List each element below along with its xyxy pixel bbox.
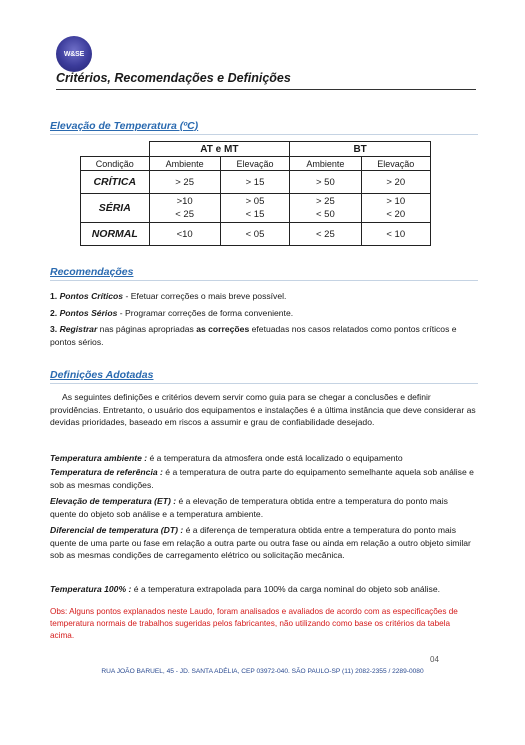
table-cell: < 25 (290, 223, 361, 246)
condition-critica: CRÍTICA (81, 171, 150, 194)
cell-line: >10 (176, 196, 193, 207)
section-divider (50, 134, 478, 135)
table-cell (361, 194, 430, 223)
cell-line: > 10 (386, 196, 406, 207)
cell-line: < 50 (315, 209, 335, 220)
header-ambiente-atmt: Ambiente (149, 157, 220, 171)
definition-text: é a elevação de temperatura obtida entre a temperatura do ponto mais quente do objeto sob análise e a temperatura ambiente. (50, 496, 448, 519)
page-number: 04 (430, 655, 439, 664)
definition-term: Temperatura 100% : (50, 584, 132, 594)
section-title-temperature: Elevação de Temperatura (ºC) (50, 120, 199, 132)
section-title-recomendacoes: Recomendações (50, 266, 134, 278)
header-ambiente-bt: Ambiente (290, 157, 361, 171)
cell-line: > 25 (315, 196, 335, 207)
document-title: Critérios, Recomendações e Definições (56, 71, 291, 85)
section-divider (50, 383, 478, 384)
recommendation-item (50, 290, 476, 303)
item-label: Registrar (59, 324, 98, 334)
table-row (81, 171, 431, 194)
intro-paragraph: As seguintes definições e critérios devem servir como guia para se chegar a conclusões e definir providências. Entretanto, o usuário dos equipamentos e instalações é a última instância que deve considerar as devidas prioridades, baseado em riscos a assumir e grau de confiabilidade desejado. (50, 392, 476, 428)
item-number: 3. (50, 324, 58, 334)
table-cell: < 10 (361, 223, 430, 246)
cell-line: < 15 (245, 209, 265, 220)
table-row (81, 194, 431, 223)
definition-text: é a diferença de temperatura obtida entre a temperatura do ponto mais quente de uma parte ou fase em relação a outra parte ou outra fase ou ainda em relação a outro objeto similar sob as mesmas condições de carregamento elétrico ou solicitação mecânica. (50, 525, 471, 561)
recommendation-item (50, 323, 476, 348)
observation-note: Obs: Alguns pontos explanados neste Laudo, foram analisados e avaliados de acordo com as especificações de temperatura normais de trabalhos sugeridas pelos fabricantes, não utilizando como base os critérios da tabela acima. (50, 607, 458, 640)
logo-text: W&SE (63, 50, 85, 58)
table-cell: > 15 (220, 171, 289, 194)
table-cell (149, 194, 220, 223)
cell-line: > 05 (245, 196, 265, 207)
item-number: 2. (50, 308, 58, 318)
item-label: Pontos Sérios (59, 308, 118, 318)
footer-address: RUA JOÃO BARUEL, 45 - JD. SANTA ADÉLIA, CEP 03972-040. SÃO PAULO-SP (11) 2082-2355 / 2289-0080 (101, 668, 424, 675)
section-title-definicoes: Definições Adotadas (50, 369, 154, 381)
table-cell: > 50 (290, 171, 361, 194)
table-cell (220, 194, 289, 223)
group-header-at-mt: AT e MT (149, 142, 290, 157)
item-bold: as correções (196, 324, 250, 334)
table-header-row (81, 157, 431, 171)
definition-term: Diferencial de temperatura (DT) : (50, 525, 184, 535)
cell-line: < 20 (386, 209, 406, 220)
item-text: - Efetuar correções o mais breve possível. (123, 291, 287, 301)
item-number: 1. (50, 291, 58, 301)
definition-item (50, 495, 476, 520)
definition-item (50, 524, 476, 562)
item-text: efetuadas nos casos relatados como pontos críticos e pontos sérios. (50, 324, 457, 347)
definition-term: Temperatura ambiente : (50, 453, 148, 463)
company-logo (56, 36, 92, 72)
header-elevacao-atmt: Elevação (220, 157, 289, 171)
condition-seria: SÉRIA (81, 194, 150, 223)
table-cell: > 25 (149, 171, 220, 194)
header-condicao: Condição (81, 157, 150, 171)
definition-text: é a temperatura de outra parte do equipamento semelhante aquela sob análise e sob as mesmas condições. (50, 467, 474, 490)
table-cell: <10 (149, 223, 220, 246)
condition-normal: NORMAL (81, 223, 150, 246)
item-text: nas páginas apropriadas (97, 324, 197, 334)
cell-line: < 25 (175, 209, 195, 220)
table-row (81, 223, 431, 246)
title-divider (56, 89, 476, 90)
definition-term: Elevação de temperatura (ET) : (50, 496, 177, 506)
definition-term: Temperatura de referência : (50, 467, 163, 477)
definition-text: é a temperatura extrapolada para 100% da carga nominal do objeto sob análise. (131, 584, 440, 594)
group-header-bt: BT (290, 142, 431, 157)
definition-text: é a temperatura da atmosfera onde está localizado o equipamento (147, 453, 403, 463)
table-empty-corner (81, 142, 150, 157)
header-elevacao-bt: Elevação (361, 157, 430, 171)
table-cell: < 05 (220, 223, 289, 246)
recommendation-item (50, 307, 476, 320)
section-divider (50, 280, 478, 281)
item-text: - Programar correções de forma conveniente. (117, 308, 294, 318)
table-cell (290, 194, 361, 223)
table-cell: > 20 (361, 171, 430, 194)
definition-item (50, 583, 476, 596)
definition-item (50, 452, 476, 465)
temperature-table (80, 141, 431, 246)
definition-item (50, 466, 476, 491)
item-label: Pontos Críticos (59, 291, 124, 301)
